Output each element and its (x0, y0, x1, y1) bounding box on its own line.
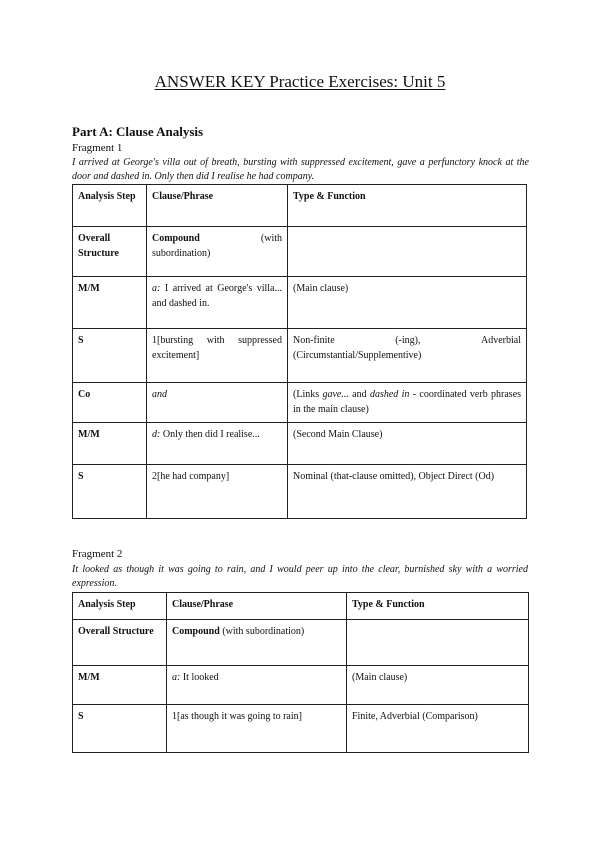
clause-bold: Compound (172, 626, 220, 637)
clause-label: a: (172, 672, 181, 683)
type-cell: (Second Main Clause) (288, 423, 527, 465)
table-row (73, 705, 529, 753)
clause-rest: (with subordination) (219, 626, 305, 637)
type-line-2: (Circumstantial/Supplementive) (293, 350, 422, 361)
fragment-1-table (72, 184, 527, 519)
fragment-2-table (72, 592, 529, 753)
type-word: Adverbial (481, 335, 521, 346)
type-text: (Links (293, 389, 323, 400)
header-type-function: Type & Function (288, 185, 527, 227)
step-cell: M/M (73, 277, 147, 329)
clause-cell (147, 277, 288, 329)
table-header-row (73, 185, 527, 227)
clause-bold: Compound (152, 233, 200, 244)
clause-cell (167, 666, 347, 705)
clause-cell: 2[he had company] (147, 465, 288, 519)
type-cell: (Main clause) (288, 277, 527, 329)
table-row (73, 666, 529, 705)
clause-cell: 1[bursting with suppressed excitement] (147, 329, 288, 383)
step-cell: S (73, 465, 147, 519)
clause-cell (147, 227, 288, 277)
clause-label: a: (152, 283, 161, 294)
step-cell: Overall Structure (73, 620, 167, 666)
type-cell: Finite, Adverbial (Comparison) (347, 705, 529, 753)
table-row (73, 423, 527, 465)
type-word: Non-finite (293, 335, 335, 346)
type-text: and (348, 389, 370, 400)
clause-cell (147, 383, 288, 423)
clause-rest-line2: subordination) (152, 248, 211, 259)
table-row (73, 227, 527, 277)
header-analysis-step: Analysis Step (73, 185, 147, 227)
part-a-heading: Part A: Clause Analysis (72, 124, 204, 139)
table-row (73, 620, 529, 666)
clause-cell: 1[as though it was going to rain] (167, 705, 347, 753)
type-cell: (Main clause) (347, 666, 529, 705)
clause-text: and (152, 389, 167, 400)
fragment-2-label: Fragment 2 (72, 548, 123, 560)
step-cell: M/M (73, 666, 167, 705)
table-row (73, 383, 527, 423)
type-cell (288, 227, 527, 277)
clause-label: d: (152, 429, 161, 440)
type-text: - coordinated verb phrases in the main clause) (293, 389, 522, 415)
header-type-function: Type & Function (347, 593, 529, 620)
type-word: (-ing), (395, 335, 421, 346)
header-clause-phrase: Clause/Phrase (167, 593, 347, 620)
step-cell: M/M (73, 423, 147, 465)
step-cell: Co (73, 383, 147, 423)
step-cell: S (73, 705, 167, 753)
fragment-1-text: I arrived at George's villa out of breath, bursting with suppressed excitement, gave a perfunctory knock at the door and dashed in. Only then did I realise he had company. (72, 157, 529, 182)
fragment-2-text: It looked as though it was going to rain, and I would peer up into the clear, burnished sky with a worried expression. (72, 564, 528, 589)
type-italic: gave... (322, 389, 349, 400)
page-title: ANSWER KEY Practice Exercises: Unit 5 (154, 72, 446, 91)
clause-cell (167, 620, 347, 666)
clause-rest: (with (260, 233, 282, 244)
table-row (73, 465, 527, 519)
step-cell: S (73, 329, 147, 383)
clause-text: It looked (180, 672, 219, 683)
step-cell: Overall Structure (73, 227, 147, 277)
type-cell (288, 329, 527, 383)
clause-cell (147, 423, 288, 465)
header-analysis-step: Analysis Step (73, 593, 167, 620)
type-cell (288, 383, 527, 423)
table-header-row (73, 593, 529, 620)
fragment-1-label: Fragment 1 (72, 142, 123, 154)
clause-text: I arrived at George's villa... and dashed in. (152, 283, 282, 309)
clause-text: Only then did I realise... (160, 429, 260, 440)
type-cell: Nominal (that-clause omitted), Object Direct (Od) (288, 465, 527, 519)
type-cell (347, 620, 529, 666)
table-row (73, 277, 527, 329)
table-row (73, 329, 527, 383)
header-clause-phrase: Clause/Phrase (147, 185, 288, 227)
type-italic: dashed in (369, 389, 410, 400)
